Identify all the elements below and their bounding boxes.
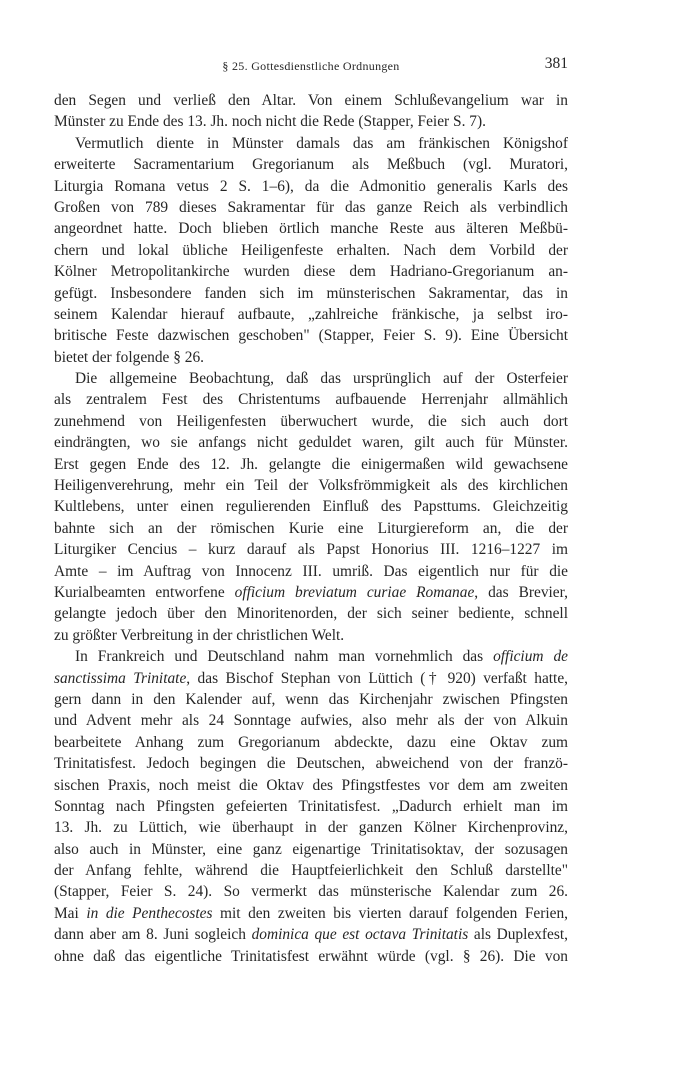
text-segment: Erst gegen Ende des 12. Jh. gelangte die einigermaßen wild gewachsene xyxy=(54,455,568,473)
text-line xyxy=(54,561,568,582)
text-segment: Heiligenverehrung, mehr ein Teil der Volksfrömmigkeit als des kirchlichen xyxy=(54,477,568,495)
text-line xyxy=(54,240,568,261)
text-segment: chern und lokal übliche Heiligenfeste erhalten. Nach dem Vorbild der xyxy=(54,241,568,259)
text-segment: gefügt. Insbesondere fanden sich im münsterischen Sakramentar, das in xyxy=(54,284,568,302)
text-segment: zunehmend von Heiligenfesten überwuchert wurde, die sich auch dort xyxy=(54,412,568,430)
italic-text: sanctissima Trinitate xyxy=(54,669,187,687)
text-line xyxy=(54,775,568,796)
italic-text: in die Penthecostes xyxy=(86,904,213,922)
running-title: § 25. Gottesdienstliche Ordnungen xyxy=(222,59,400,73)
text-segment: 13. Jh. zu Lüttich, wie überhaupt in der ganzen Kölner Kirchenprovinz, xyxy=(54,819,568,837)
text-line xyxy=(54,283,568,304)
text-line xyxy=(54,839,568,860)
text-line xyxy=(54,903,568,924)
text-line xyxy=(54,261,568,282)
text-segment: Liturgiker Cencius – kurz darauf als Papst Honorius III. 1216–1227 im xyxy=(54,541,568,559)
text-segment: Kölner Metropolitankirche wurden diese dem Hadriano-Gregorianum an- xyxy=(54,263,568,281)
text-line xyxy=(54,668,568,689)
text-segment: britische Feste dazwischen geschoben" (Stapper, Feier S. 9). Eine Übersicht xyxy=(54,327,568,345)
text-line xyxy=(54,646,568,667)
text-line xyxy=(54,753,568,774)
text-line xyxy=(54,218,568,239)
text-line xyxy=(54,475,568,496)
text-segment: den Segen und verließ den Altar. Von einem Schlußevangelium war in xyxy=(54,92,568,109)
text-line xyxy=(54,325,568,346)
text-segment: bearbeitete Anhang zum Gregorianum abdeckte, dazu eine Oktav zum xyxy=(54,733,568,751)
text-segment: In Frankreich und Deutschland nahm man vornehmlich das xyxy=(75,648,494,666)
text-line xyxy=(54,496,568,517)
text-line xyxy=(54,411,568,432)
text-segment: Trinitatisfest. Jedoch begingen die Deutschen, abweichend von der franzö- xyxy=(54,755,568,773)
text-line xyxy=(54,197,568,218)
text-segment: sischen Praxis, noch meist die Oktav des Pfingstfestes vor dem am zweiten xyxy=(54,776,568,794)
text-segment: dann aber am 8. Juni sogleich xyxy=(54,926,252,944)
text-segment: mit den zweiten bis vierten darauf folgenden Ferien, xyxy=(212,904,569,922)
text-segment: Großen von 789 dieses Sakramentar für das ganze Reich als verbindlich xyxy=(54,198,568,216)
text-segment: (Stapper, Feier S. 24). So vermerkt das münsterische Kalendar zum 26. xyxy=(54,883,568,901)
text-line xyxy=(54,368,568,389)
text-segment: ohne daß das eigentliche Trinitatisfest erwähnt würde (vgl. § 26). Die von xyxy=(54,947,568,965)
text-line xyxy=(54,454,568,475)
body-text xyxy=(54,90,568,967)
text-segment: bietet der folgende § 26. xyxy=(54,348,205,366)
text-segment: Vermutlich diente in Münster damals das am fränkischen Königshof xyxy=(75,134,568,152)
text-segment: bahnte sich an der römischen Kurie eine Liturgiereform an, die der xyxy=(54,519,568,537)
text-segment: , das Brevier, xyxy=(474,583,568,601)
text-line xyxy=(54,710,568,731)
italic-text: dominica que est octava Trinitatis xyxy=(251,926,469,944)
text-segment: Liturgia Romana vetus 2 S. 1–6), da die Admonitio generalis Karls des xyxy=(54,177,568,195)
text-line xyxy=(54,389,568,410)
text-line xyxy=(54,154,568,175)
text-segment: der Anfang fehlte, während die Hauptfeierlichkeit den Schluß darstellte" xyxy=(54,862,568,880)
text-line xyxy=(54,176,568,197)
text-line xyxy=(54,111,568,132)
text-segment: und Advent mehr als 24 Sonntage aufwies, also mehr als der von Alkuin xyxy=(54,712,568,730)
text-segment: gelangte jedoch über den Minoritenorden, der sich seiner bediente, schnell xyxy=(54,605,568,623)
text-line xyxy=(54,347,568,368)
text-line xyxy=(54,603,568,624)
page-header xyxy=(54,55,568,83)
text-segment: , das Bischof Stephan von Lüttich († 920) verfaßt hatte, xyxy=(186,669,568,687)
text-line xyxy=(54,689,568,710)
text-segment: gern dann in den Kalender auf, wenn das Kirchenjahr zwischen Pfingsten xyxy=(54,690,568,708)
text-segment: Amte – im Auftrag von Innocenz III. umriß. Das eigentlich nur für die xyxy=(54,562,568,580)
text-segment: Die allgemeine Beobachtung, daß das ursprünglich auf der Osterfeier xyxy=(75,370,568,388)
text-line xyxy=(54,732,568,753)
text-line xyxy=(54,539,568,560)
text-segment: Sonntag nach Pfingsten gefeierten Trinitatisfest. „Dadurch erhielt man im xyxy=(54,797,568,815)
text-segment: seinem Kalendar hierauf aufbaute, „zahlreiche fränkische, ja selbst iro- xyxy=(54,305,568,323)
text-line xyxy=(54,90,568,111)
text-segment: als zentralem Fest des Christentums aufbauende Herrenjahr allmählich xyxy=(54,391,568,409)
text-segment: angeordnet hatte. Doch blieben örtlich manche Reste aus älteren Meßbü- xyxy=(54,220,568,238)
text-line xyxy=(54,304,568,325)
italic-text: officium breviatum curiae Romanae xyxy=(234,583,475,601)
text-line xyxy=(54,432,568,453)
text-line xyxy=(54,924,568,945)
page-number: 381 xyxy=(544,55,568,72)
text-segment: Münster zu Ende des 13. Jh. noch nicht die Rede (Stapper, Feier S. 7). xyxy=(54,113,486,131)
text-segment: zu größter Verbreitung in der christlichen Welt. xyxy=(54,626,345,644)
text-segment: Mai xyxy=(54,904,87,922)
text-line xyxy=(54,796,568,817)
text-segment: eindrängten, wo sie anfangs nicht geduldet waren, gilt auch für Münster. xyxy=(54,434,568,452)
text-line xyxy=(54,817,568,838)
text-line xyxy=(54,881,568,902)
text-segment: erweiterte Sacramentarium Gregorianum als Meßbuch (vgl. Muratori, xyxy=(54,156,568,174)
text-line xyxy=(54,860,568,881)
italic-text: officium de xyxy=(493,648,568,666)
text-line xyxy=(54,625,568,646)
text-line xyxy=(54,133,568,154)
text-line xyxy=(54,518,568,539)
text-line xyxy=(54,946,568,967)
text-segment: Kultlebens, unter einen regulierenden Einfluß des Papsttums. Gleichzeitig xyxy=(54,498,568,516)
text-segment: Kurialbeamten entworfene xyxy=(54,583,235,601)
text-segment: also auch in Münster, eine ganz eigenartige Trinitatisoktav, der sozusagen xyxy=(54,840,568,858)
text-segment: als Duplexfest, xyxy=(468,926,568,944)
text-line xyxy=(54,582,568,603)
